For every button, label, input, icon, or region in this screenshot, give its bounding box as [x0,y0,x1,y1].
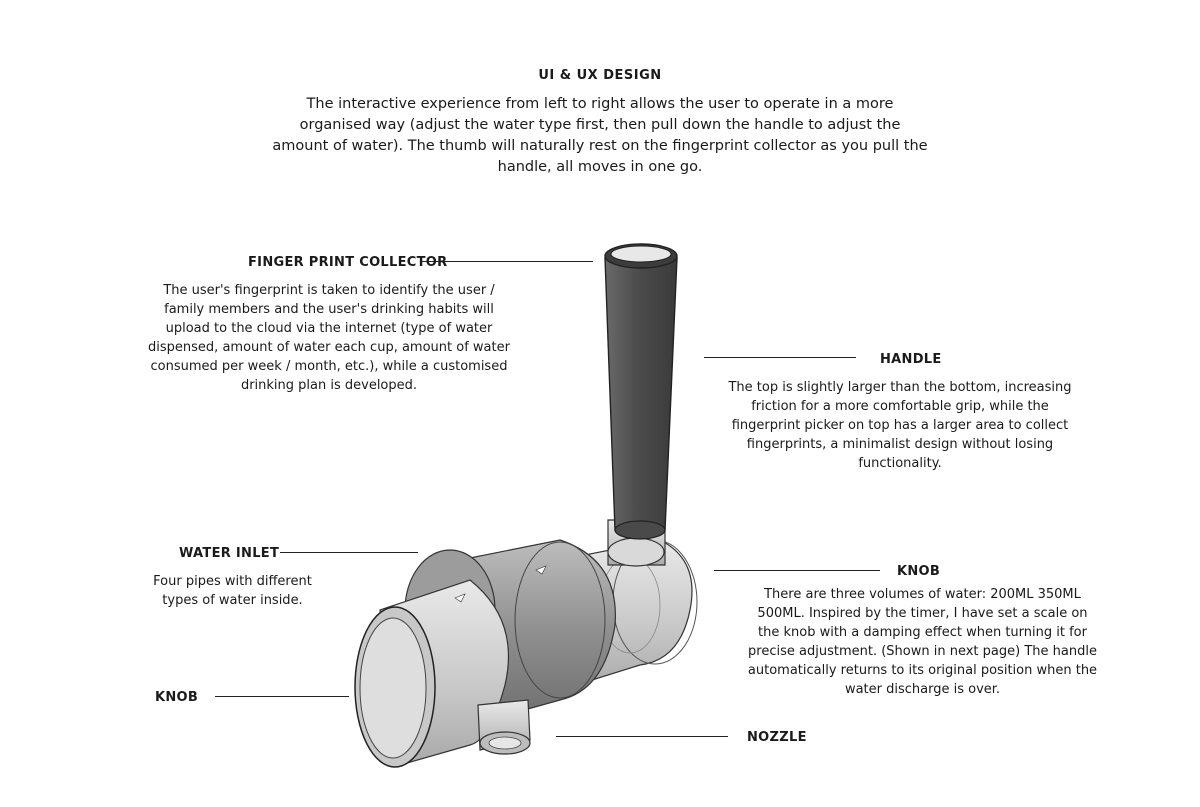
fingerprint-description: The user's fingerprint is taken to identify the user / family members and the user's drinking habits will upload to the cloud via the internet (type of water dispensed, amount of water each cup, amount of water consumed per week / month, etc.), while a customised drinking plan is developed. [148,283,510,393]
knob-right-heading: KNOB [897,564,941,579]
knob-left-heading: KNOB [155,690,199,705]
fingerprint-leader-line [420,261,593,262]
handle-leader-line [704,357,856,358]
water-inlet-heading: WATER INLET [179,546,280,561]
knob-left-leader-line [215,696,349,697]
knob-right-leader-line [714,570,880,571]
page-title: UI & UX DESIGN [538,68,662,83]
handle-description: The top is slightly larger than the bottom, increasing friction for a more comfortable grip, while the fingerprint picker on top has a larger area to collect fingerprints, a minimalist design without losing functionality. [728,380,1072,471]
handle [605,244,677,539]
water-inlet-leader-line [280,552,418,553]
water-inlet-description: Four pipes with different types of water inside. [153,574,312,608]
fingerprint-heading: FINGER PRINT COLLECTOR [248,255,448,270]
handle-heading: HANDLE [880,352,942,367]
nozzle [478,700,530,754]
knob-right-description: There are three volumes of water: 200ML 350ML 500ML. Inspired by the timer, I have set a scale on the knob with a damping effect when turning it for precise adjustment. (Shown in next page) The handle automatically returns to its original position when the water discharge is over. [747,587,1098,697]
nozzle-leader-line [556,736,728,737]
left-knob [355,607,435,767]
intro-paragraph: The interactive experience from left to right allows the user to operate in a more organised way (adjust the water type first, then pull down the handle to adjust the amount of water). The thumb will naturally rest on the fingerprint collector as you pull the handle, all moves in one go. [272,96,928,175]
nozzle-heading: NOZZLE [747,730,807,745]
